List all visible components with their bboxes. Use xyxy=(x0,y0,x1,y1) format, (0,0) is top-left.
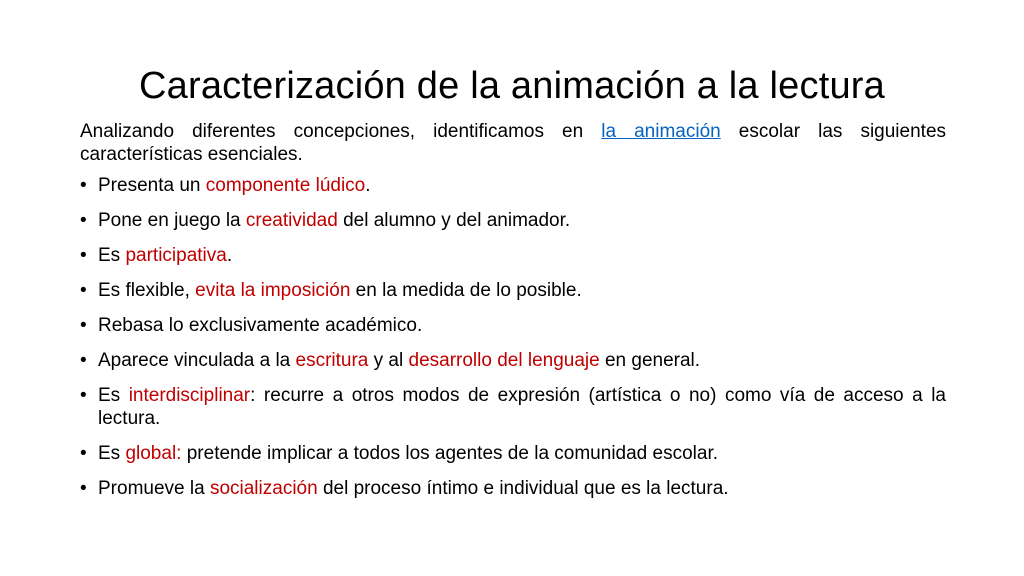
animation-link[interactable]: la animación xyxy=(601,121,721,142)
bullet-dot-icon: • xyxy=(80,350,87,371)
bullet-item xyxy=(80,244,946,267)
highlighted-text: evita la imposición xyxy=(195,280,351,301)
bullet-item xyxy=(80,174,946,197)
highlighted-text: componente lúdico xyxy=(205,175,366,196)
bullet-list xyxy=(80,174,946,500)
bullet-text: Es flexible, xyxy=(98,280,196,301)
highlighted-text: creatividad xyxy=(245,210,338,231)
bullet-item xyxy=(80,349,946,372)
bullet-text: Pone en juego la xyxy=(98,210,246,231)
bullet-item xyxy=(80,442,946,465)
highlighted-text: desarrollo del lenguaje xyxy=(408,350,600,371)
bullet-text: Rebasa lo exclusivamente académico. xyxy=(98,315,423,336)
bullet-dot-icon: • xyxy=(80,245,87,266)
bullet-item xyxy=(80,384,946,430)
bullet-dot-icon: • xyxy=(80,478,87,499)
highlighted-text: escritura xyxy=(295,350,369,371)
bullet-item xyxy=(80,314,946,337)
bullet-item xyxy=(80,279,946,302)
bullet-text: Es xyxy=(98,443,126,464)
intro-text-before: Analizando diferentes concepciones, identificamos en xyxy=(80,121,602,142)
bullet-text: Es xyxy=(98,385,129,406)
highlighted-text: socialización xyxy=(209,478,318,499)
bullet-text: Es xyxy=(98,245,126,266)
bullet-item xyxy=(80,477,946,500)
bullet-text: del alumno y del animador. xyxy=(337,210,571,231)
bullet-text: Presenta un xyxy=(98,175,206,196)
slide-title: Caracterización de la animación a la lectura xyxy=(139,65,885,107)
highlighted-text: participativa xyxy=(125,245,227,266)
intro-text-after: escolar las siguientes características esenciales. xyxy=(80,121,947,165)
bullet-dot-icon: • xyxy=(80,210,87,231)
intro-paragraph xyxy=(80,120,946,166)
bullet-dot-icon: • xyxy=(80,280,87,301)
bullet-dot-icon: • xyxy=(80,175,87,196)
bullet-text: y al xyxy=(368,350,409,371)
bullet-text: . xyxy=(226,245,233,266)
highlighted-text: interdisciplinar xyxy=(128,385,251,406)
bullet-item xyxy=(80,209,946,232)
bullet-dot-icon: • xyxy=(80,443,87,464)
bullet-text: pretende implicar a todos los agentes de la comunidad escolar. xyxy=(181,443,718,464)
bullet-text: en la medida de lo posible. xyxy=(350,280,582,301)
bullet-text: . xyxy=(365,175,371,196)
bullet-text: Promueve la xyxy=(98,478,210,499)
bullet-text: del proceso íntimo e individual que es la lectura. xyxy=(317,478,729,499)
bullet-text: Aparece vinculada a la xyxy=(98,350,296,371)
bullet-text: en general. xyxy=(599,350,701,371)
bullet-dot-icon: • xyxy=(80,385,87,406)
highlighted-text: global: xyxy=(125,443,182,464)
bullet-dot-icon: • xyxy=(80,315,87,336)
slide-content xyxy=(80,120,946,512)
bullet-text: : recurre a otros modos de expresión (artística o no) como vía de acceso a la lectura. xyxy=(98,385,946,429)
